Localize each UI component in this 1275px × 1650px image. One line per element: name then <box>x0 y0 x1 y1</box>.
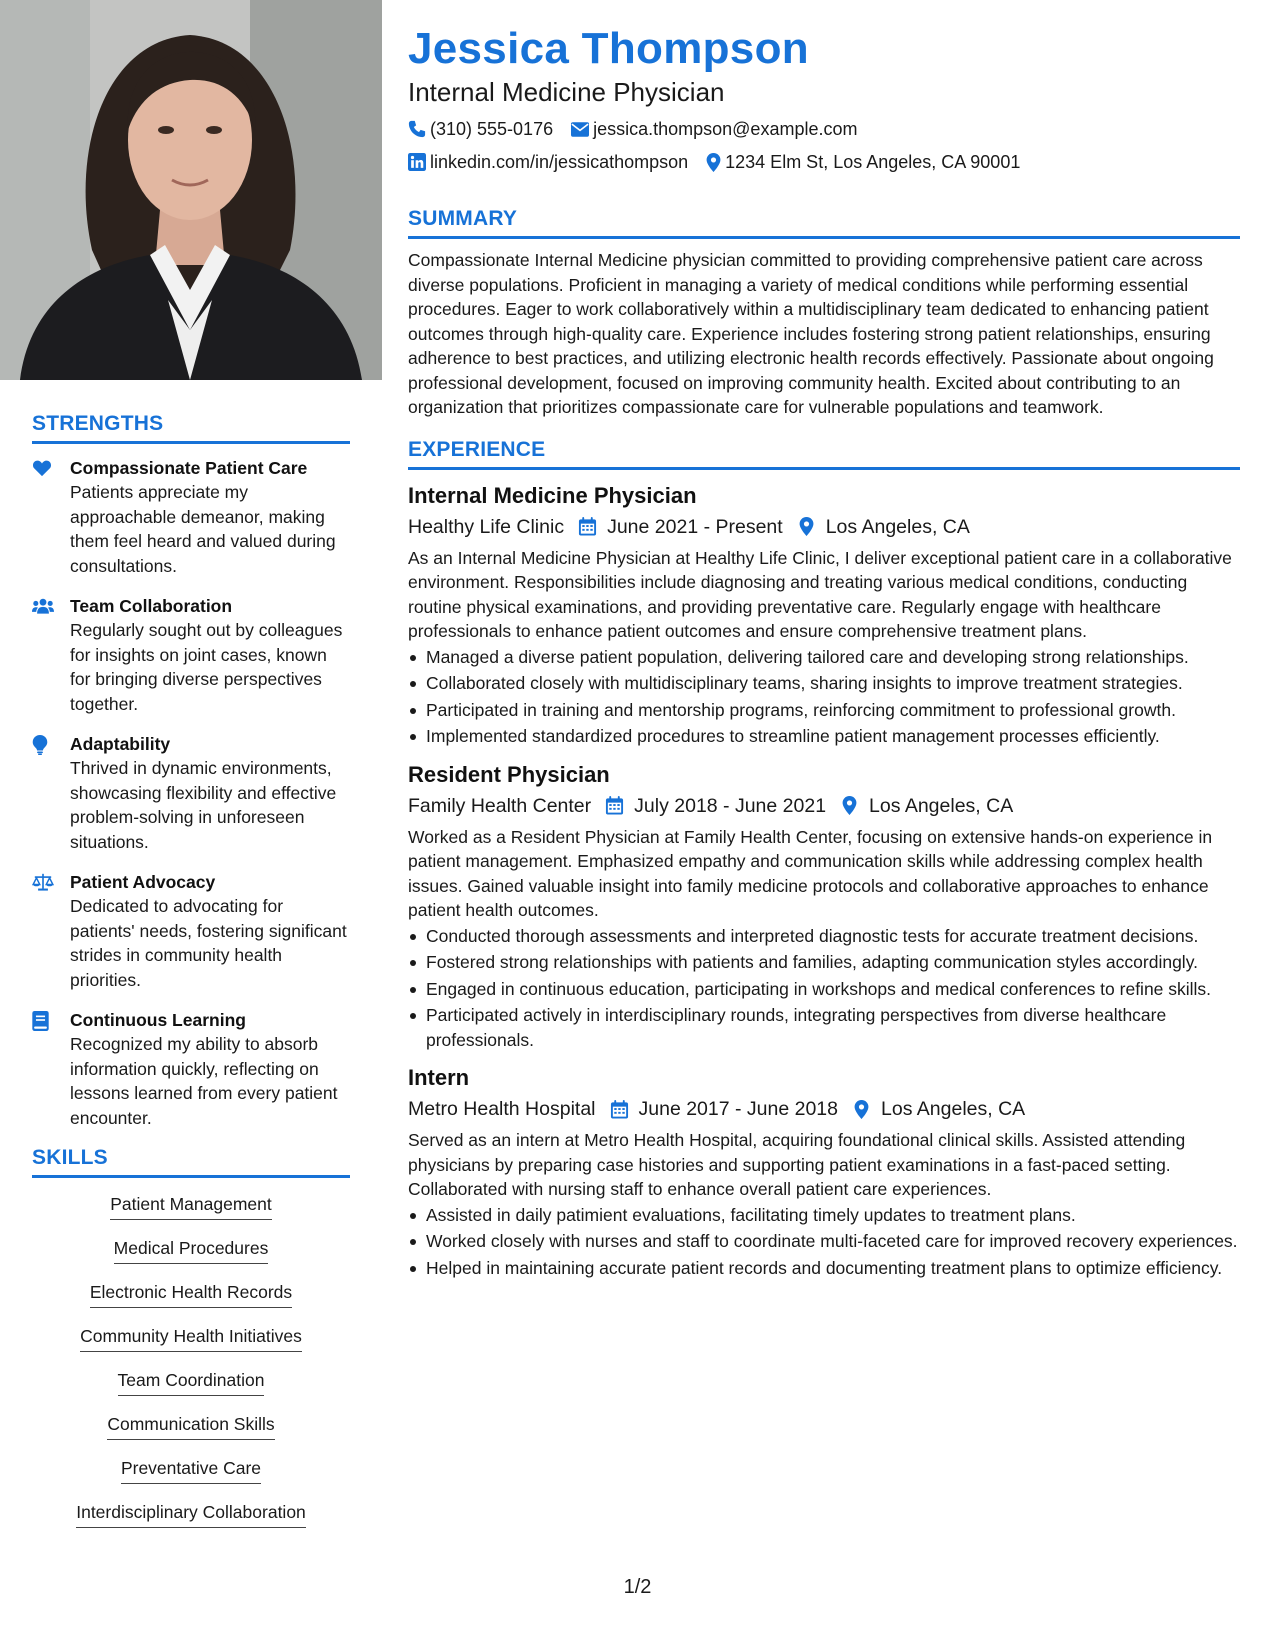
strength-item <box>32 456 350 578</box>
job-title: Intern <box>408 1065 470 1090</box>
strength-item <box>32 732 350 854</box>
skill-item: Team Coordination <box>118 1368 265 1396</box>
job-meta <box>408 1096 1240 1122</box>
bullet-item: Collaborated closely with multidisciplinary teams, sharing insights to improve treatment strategies. <box>408 671 1240 696</box>
skills-heading: SKILLS <box>32 1146 350 1178</box>
sidebar <box>32 412 350 1544</box>
job-bullets <box>408 645 1240 749</box>
summary-heading: SUMMARY <box>408 207 1240 239</box>
users-icon <box>32 594 70 716</box>
strength-item <box>32 594 350 716</box>
job-dates: July 2018 - June 2021 <box>634 794 827 817</box>
map-pin-icon <box>706 153 721 172</box>
calendar-icon <box>578 517 597 536</box>
skill-item: Preventative Care <box>121 1456 261 1484</box>
email-contact <box>571 118 857 140</box>
skill-item: Electronic Health Records <box>90 1280 292 1308</box>
strength-title: Team Collaboration <box>70 596 233 616</box>
strength-description: Dedicated to advocating for patients' needs, fostering significant strides in community health priorities. <box>70 896 347 990</box>
strengths-heading: STRENGTHS <box>32 412 350 444</box>
job-description: As an Internal Medicine Physician at Healthy Life Clinic, I deliver exceptional patient care in a collaborative environment. Responsibilities include diagnosing and treating various medical conditions, conducting routine physical examinations, and providing preventative care. Regularly engage with healthcare professionals to enhance patient outcomes and ensure comprehensive treatment plans. <box>408 547 1232 641</box>
bullet-item: Helped in maintaining accurate patient records and documenting treatment plans to optimize efficiency. <box>408 1256 1240 1281</box>
page-number: 1/2 <box>623 1576 652 1598</box>
strength-title: Continuous Learning <box>70 1010 246 1030</box>
map-pin-icon <box>852 1100 871 1119</box>
job-bullets <box>408 924 1240 1053</box>
scale-icon <box>32 870 70 992</box>
contact-row <box>408 151 1240 173</box>
street-address: 1234 Elm St, Los Angeles, CA 90001 <box>725 152 1021 172</box>
job-meta <box>408 514 1240 540</box>
linkedin-contact <box>408 151 688 173</box>
bullet-item: Participated actively in interdisciplinary rounds, integrating perspectives from diverse healthcare professionals. <box>408 1003 1240 1052</box>
strength-description: Recognized my ability to absorb information quickly, reflecting on lessons learned from every patient encounter. <box>70 1034 338 1128</box>
book-icon <box>32 1008 70 1130</box>
bullet-item: Worked closely with nurses and staff to coordinate multi-faceted care for improved recovery experiences. <box>408 1229 1240 1254</box>
map-pin-icon <box>840 796 859 815</box>
phone-number[interactable]: (310) 555-0176 <box>430 119 554 139</box>
strengths-list <box>32 456 350 1130</box>
linkedin-icon <box>408 153 426 171</box>
job-title: Resident Physician <box>408 761 610 787</box>
bullet-item: Implemented standardized procedures to streamline patient management processes efficiently. <box>408 724 1240 749</box>
job-location: Los Angeles, CA <box>869 794 1014 817</box>
email-address[interactable]: jessica.thompson@example.com <box>593 119 858 139</box>
strength-item <box>32 1008 350 1130</box>
heart-icon <box>32 456 70 578</box>
job-meta <box>408 793 1240 819</box>
strength-title: Patient Advocacy <box>70 872 216 892</box>
job-dates: June 2021 - Present <box>607 515 783 538</box>
job-entry <box>408 761 1240 1053</box>
strength-description: Patients appreciate my approachable demeanor, making them feel heard and valued during consultations. <box>70 482 336 576</box>
candidate-name: Jessica Thompson <box>408 24 809 73</box>
address-contact <box>706 151 1020 173</box>
experience-section <box>408 438 1240 1281</box>
bullet-item: Fostered strong relationships with patients and families, adapting communication styles accordingly. <box>408 950 1240 975</box>
calendar-icon <box>605 796 624 815</box>
employer-name: Healthy Life Clinic <box>408 515 565 538</box>
skill-item: Communication Skills <box>107 1412 274 1440</box>
job-entry <box>408 1064 1240 1280</box>
phone-icon <box>408 120 426 138</box>
summary-text: Compassionate Internal Medicine physician committed to providing comprehensive patient care across diverse populations. Proficient in managing a variety of medical conditions while performing essential procedures. Eager to work collaboratively within a multidisciplinary team dedicated to enhancing patient outcomes through high-quality care. Experience includes fostering strong patient relationships, ensuring adherence to best practices, and utilizing electronic health records effectively. Passionate about ongoing professional development, focused on improving community health. Excited about contributing to an organization that prioritizes compassionate care for vulnerable populations and teamwork. <box>408 250 1214 417</box>
bullet-item: Managed a diverse patient population, delivering tailored care and developing strong relationships. <box>408 645 1240 670</box>
phone-contact <box>408 118 553 140</box>
candidate-role: Internal Medicine Physician <box>408 77 725 107</box>
strength-description: Thrived in dynamic environments, showcasing flexibility and effective problem-solving in unforeseen situations. <box>70 758 337 852</box>
bullet-item: Assisted in daily patimient evaluations, facilitating timely updates to treatment plans. <box>408 1203 1240 1228</box>
strength-title: Adaptability <box>70 734 171 754</box>
employer-name: Family Health Center <box>408 794 592 817</box>
lightbulb-icon <box>32 732 70 854</box>
employer-name: Metro Health Hospital <box>408 1098 596 1120</box>
job-description: Served as an intern at Metro Health Hospital, acquiring foundational clinical skills. Assisted attending physicians by preparing case histories and supporting patient examinations in a fast-paced setting. Collaborated with nursing staff to enhance overall patient care experiences. <box>408 1130 1186 1199</box>
envelope-icon <box>571 122 589 137</box>
job-dates: June 2017 - June 2018 <box>638 1098 838 1120</box>
strength-description: Regularly sought out by colleagues for insights on joint cases, known for bringing diverse perspectives together. <box>70 620 343 714</box>
calendar-icon <box>610 1100 629 1119</box>
summary-section <box>408 207 1240 420</box>
skill-item: Community Health Initiatives <box>80 1324 302 1352</box>
job-entry <box>408 482 1240 749</box>
job-bullets <box>408 1203 1240 1281</box>
skill-item: Patient Management <box>110 1192 272 1220</box>
profile-photo <box>0 0 382 380</box>
bullet-item: Conducted thorough assessments and interpreted diagnostic tests for accurate treatment decisions. <box>408 924 1240 949</box>
job-title: Internal Medicine Physician <box>408 482 697 508</box>
job-location: Los Angeles, CA <box>881 1098 1026 1120</box>
skills-list <box>32 1192 350 1544</box>
job-location: Los Angeles, CA <box>825 515 970 538</box>
contact-row <box>408 118 1240 140</box>
linkedin-url[interactable]: linkedin.com/in/jessicathompson <box>430 152 689 172</box>
skill-item: Interdisciplinary Collaboration <box>76 1500 306 1528</box>
bullet-item: Participated in training and mentorship programs, reinforcing commitment to professional growth. <box>408 698 1240 723</box>
experience-heading: EXPERIENCE <box>408 438 1240 470</box>
map-pin-icon <box>797 517 816 536</box>
strength-item <box>32 870 350 992</box>
strength-title: Compassionate Patient Care <box>70 458 308 478</box>
skill-item: Medical Procedures <box>114 1236 269 1264</box>
job-description: Worked as a Resident Physician at Family Health Center, focusing on extensive hands-on experience in patient management. Emphasized empathy and communication skills while addressing complex health issues. Gained valuable insight into family medicine protocols and collaborative approaches to enhance patient health outcomes. <box>408 826 1213 920</box>
main-content <box>408 22 1240 1282</box>
bullet-item: Engaged in continuous education, participating in workshops and medical conferences to refine skills. <box>408 977 1240 1002</box>
